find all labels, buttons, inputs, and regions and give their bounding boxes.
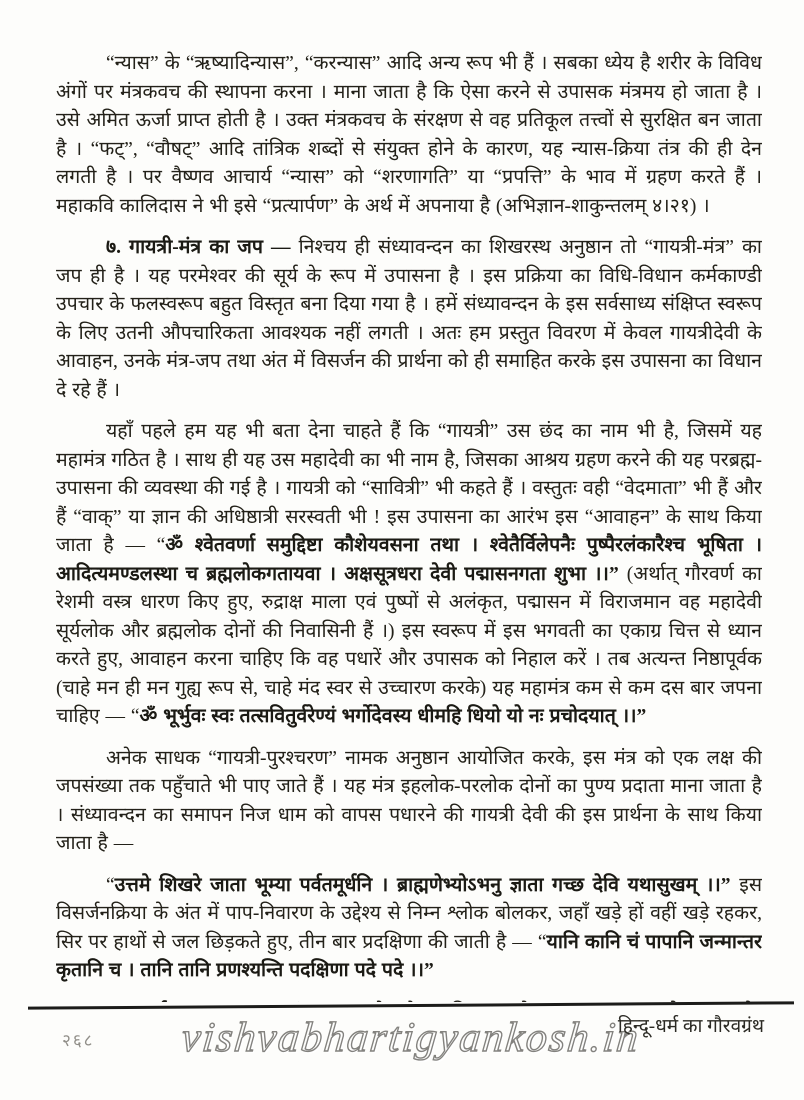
- section-heading-tarpan: [106, 1002, 212, 1003]
- section-heading-gayatri-jap: ७. गायत्री-मंत्र का जप —: [106, 237, 291, 258]
- sanskrit-shloka-dhyana: ॐ श्वेतवर्णा समुद्दिष्टा कौशेयवसना तथा । श्वेतैर्विलेपनैः पुष्पैरलंकारैश्च भूषिता । आदित्यमण्डलस्था च ब्रह्मलोकगतायवा । अक्षसूत्रधरा देवी पद्मासनगता शुभा ।।”: [56, 535, 762, 585]
- body-text: (अर्थात् गौरवर्ण का रेशमी वस्त्र धारण किए हुए, रुद्राक्ष माला एवं पुष्पों से अलंकृत, पद्मासन में विराजमान वह महादेवी सूर्यलोक और ब्रह्मलोक दोनों की निवासिनी हैं ।) इस स्वरूप में इस भगवती का एकाग्र चित्त से ध्यान करते हुए, आवाहन करना चाहिए कि वह पधारें और उपासक को निहाल करें । तब अत्यन्त निष्ठापूर्वक (चाहे मन ही मन गुह्य रूप से, चाहे मंद स्वर से उच्चारण करके) यह महामंत्र कम से कम दस बार जपना चाहिए — “: [56, 563, 762, 727]
- page-number: २६८: [62, 1031, 95, 1050]
- paragraph-visarjan: [56, 872, 762, 986]
- paragraph-gayatri-mantra-jap: [56, 234, 762, 405]
- site-watermark: vishvabhartigyankosh.in: [179, 1015, 643, 1061]
- gayatri-mantra-text: ॐ भूर्भुवः स्वः तत्सवितुर्वरेण्यं भर्गोदेवस्य धीमहि धियो यो नः प्रचोदयात् ।।”: [139, 706, 647, 727]
- running-book-title: हिन्दू-धर्म का गौरवग्रंथ: [617, 1016, 764, 1037]
- paragraph-nyasa: [56, 50, 762, 221]
- body-text: इस विसर्जनक्रिया के अंत में पाप-निवारण के उद्देश्य से निम्न श्लोक बोलकर, जहाँ खड़े हों वहीं खड़े रहकर, सिर पर हाथों से जल छिड़कते हुए, तीन बार प्रदक्षिणा की जाती है — “: [56, 874, 762, 953]
- body-text: अनेक साधक “गायत्री-पुरश्चरण” नामक अनुष्ठान आयोजित करके, इस मंत्र को एक लक्ष की जपसंख्या तक पहुँचाते भी पाए जाते हैं । यह मंत्र इहलोक-परलोक दोनों का पुण्य प्रदाता माना जाता है । संध्यावन्दन का समापन निज धाम को वापस पधारने की गायत्री देवी की इस प्रार्थना के साथ किया जाता है —: [56, 747, 762, 854]
- paragraph-gayatri-avahan: [56, 418, 762, 732]
- body-text: यहाँ पहले हम यह भी बता देना चाहते हैं कि “गायत्री” उस छंद का नाम भी है, जिसमें यह महामंत्र गठित है । साथ ही यह उस महादेवी का भी नाम है, जिसका आश्रय ग्रहण करने की यह परब्रह्म-उपासना की व्यवस्था की गई है । गायत्री को “सावित्री” भी कहते हैं । वस्तुतः वही “वेदमाता” भी हैं और हैं “वाक्” या ज्ञान की अधिष्ठात्री सरस्वती भी ! इस उपासना का आरंभ इस “आवाहन” के साथ किया जाता है — “: [56, 421, 762, 556]
- sanskrit-shloka-visarjan: उत्तमे शिखरे जाता भूम्या पर्वतमूर्धनि । ब्राह्मणेभ्योऽभनु ज्ञाता गच्छ देवि यथासुखम् ।।”: [114, 874, 731, 896]
- paragraph-purashcharan: [56, 745, 762, 859]
- footer-divider-rule: [28, 1001, 794, 1009]
- body-text: “: [106, 874, 115, 896]
- body-text: निश्चय ही संध्यावन्दन का शिखरस्थ अनुष्ठान तो “गायत्री-मंत्र” का जप ही है । यह परमेश्वर की सूर्य के रूप में उपासना है । इस प्रक्रिया का विधि-विधान कर्मकाण्डी उपचार के फलस्वरूप बहुत विस्तृत बना दिया गया है । हमें संध्यावन्दन के इस सर्वसाध्य संक्षिप्त स्वरूप के लिए उतनी औपचारिकता आवश्यक नहीं लगती । अतः हम प्रस्तुत विवरण में केवल गायत्रीदेवी के आवाहन, उनके मंत्र-जप तथा अंत में विसर्जन की प्रार्थना को ही समाहित करके इस उपासना का विधान दे रहे हैं ।: [56, 237, 762, 401]
- sanskrit-shloka-pradakshina: यानि कानि चं पापानि जन्मान्तर कृतानि च । तानि तानि प्रणश्यन्ति पदक्षिणा पदे पदे ।।”: [56, 931, 762, 981]
- body-text: “न्यास” के “ऋष्यादिन्यास”, “करन्यास” आदि अन्य रूप भी हैं । सबका ध्येय है शरीर के विविध अंगों पर मंत्रकवच की स्थापना करना । माना जाता है कि ऐसा करने से उपासक मंत्रमय हो जाता है । उसे अमित ऊर्जा प्राप्त होती है । उक्त मंत्रकवच के संरक्षण से वह प्रतिकूल तत्त्वों से सुरक्षित बन जाता है । “फट्”, “वौषट्” आदि तांत्रिक शब्दों से संयुक्त होने के कारण, यह न्यास-क्रिया तंत्र की ही देन लगती है । पर वैष्णव आचार्य “न्यास” को “शरणागति” या “प्रपत्ति” के भाव में ग्रहण करते हैं । महाकवि कालिदास ने भी इसे “प्रत्यार्पण” के अर्थ में अपनाया है (अभिज्ञान-शाकुन्तलम् ४।२१) ।: [56, 53, 762, 217]
- page-text-block: [56, 50, 762, 1002]
